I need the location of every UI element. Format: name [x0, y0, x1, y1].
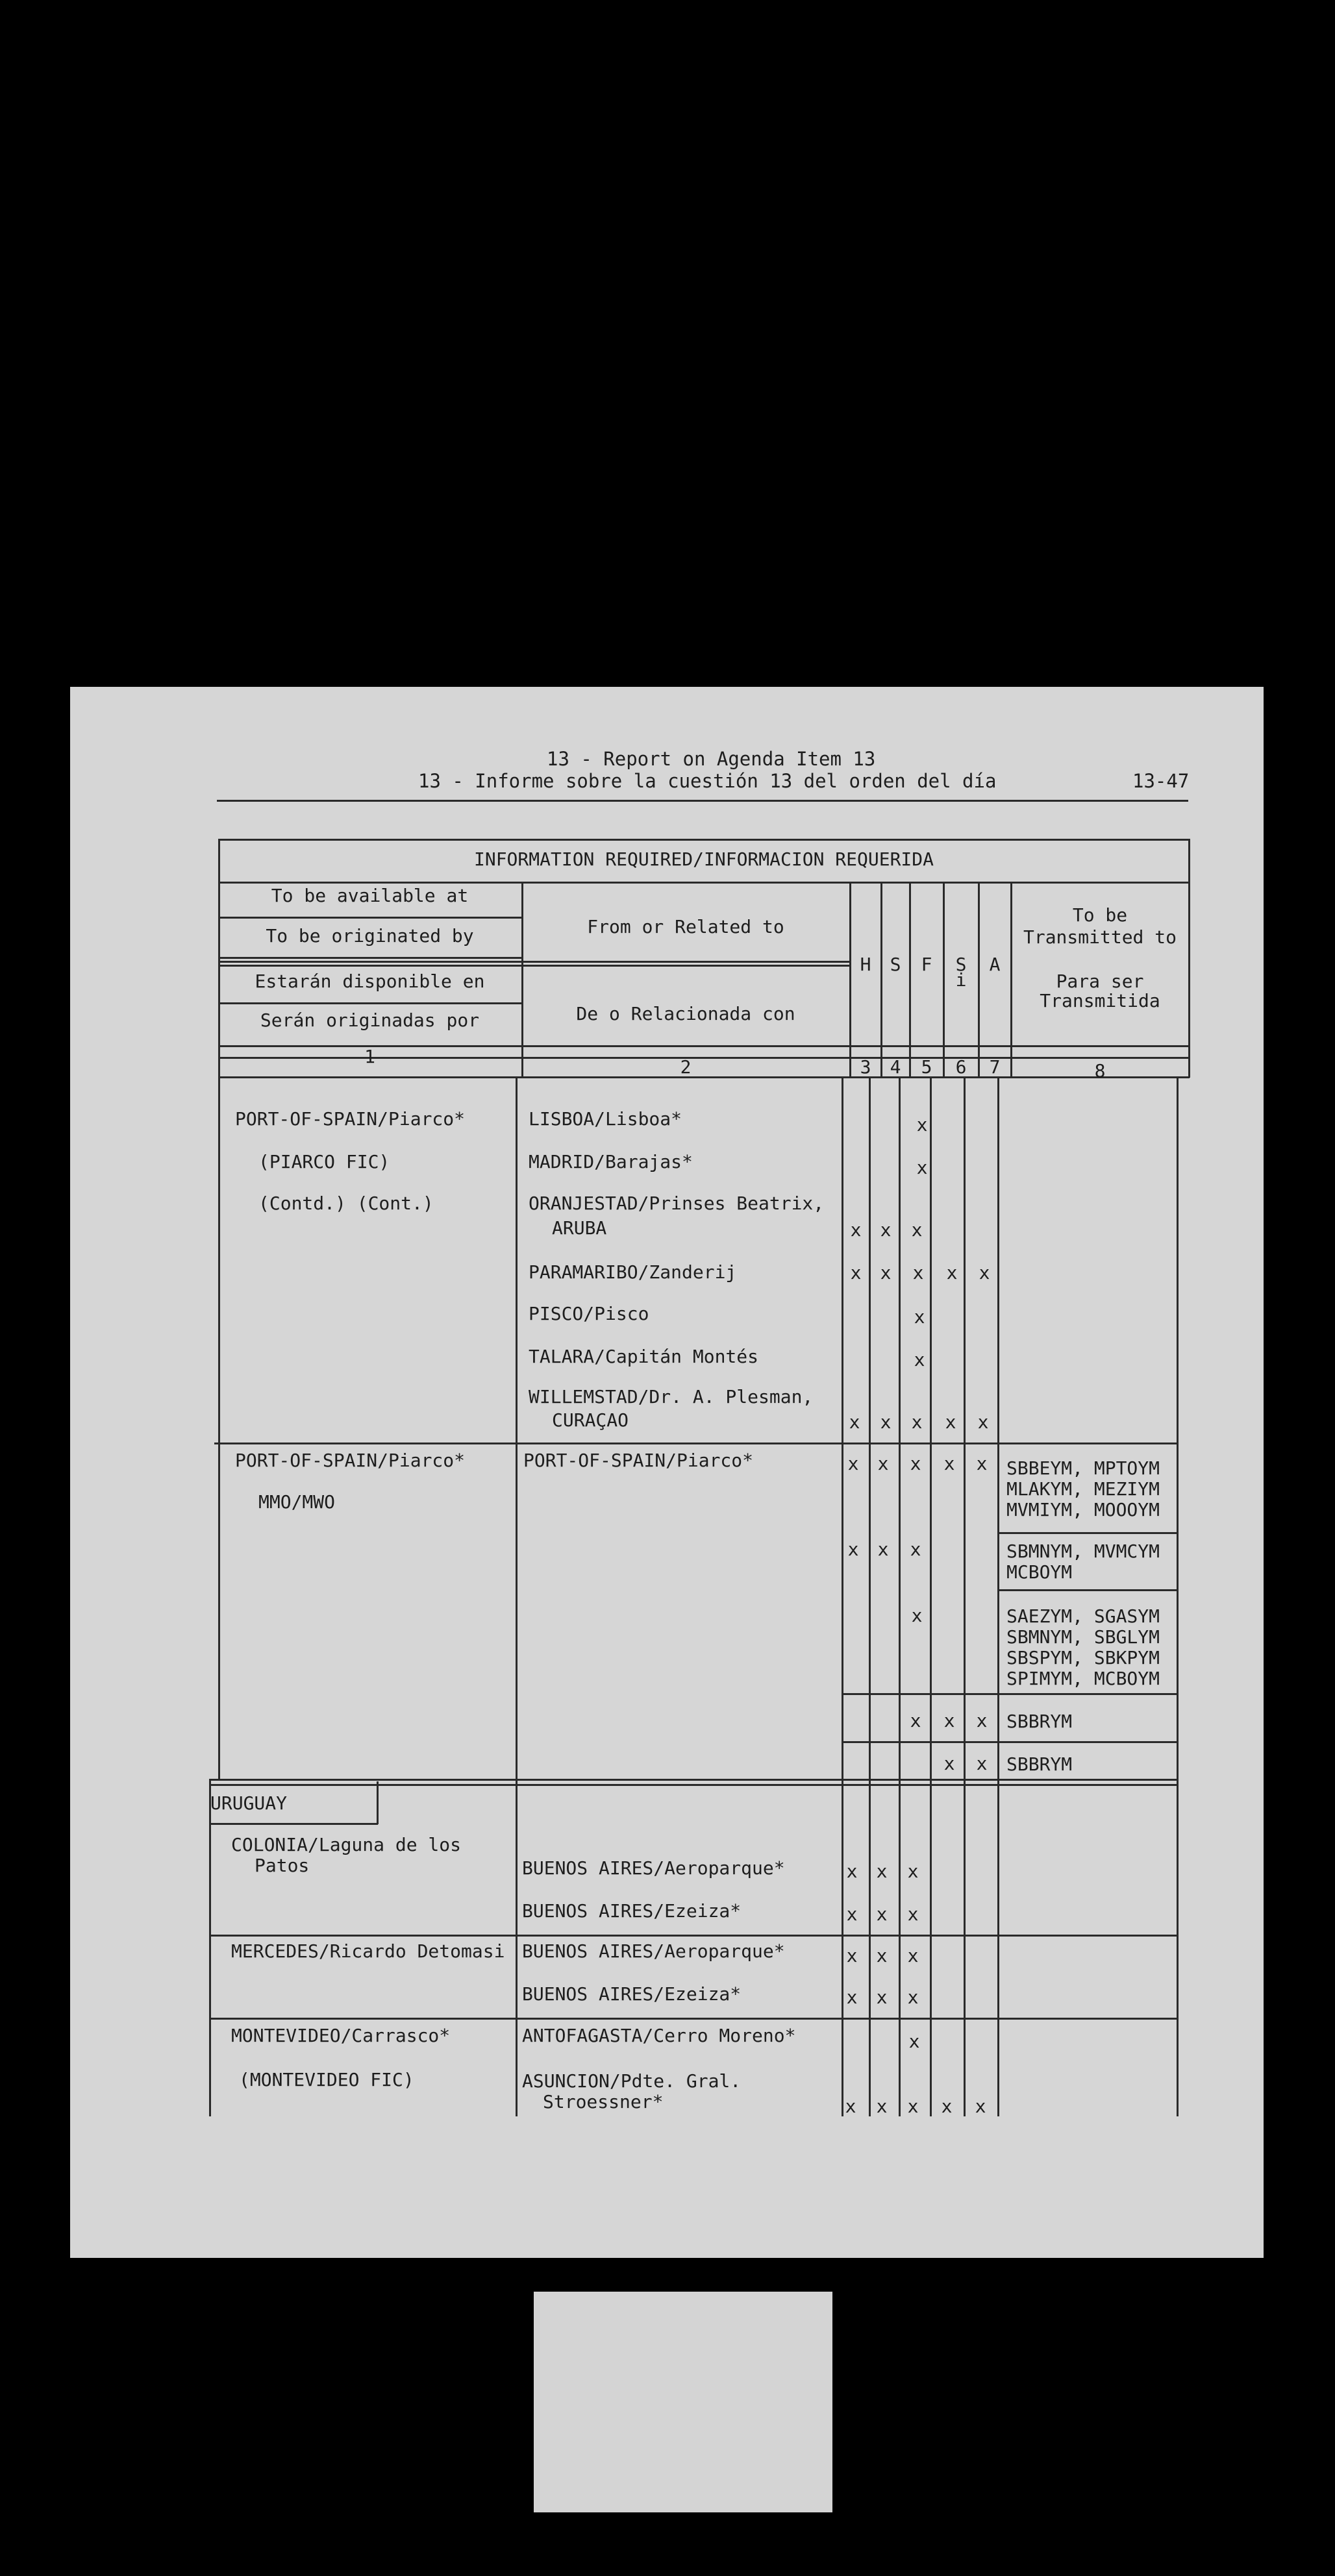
x-mark: x: [846, 1861, 858, 1882]
row-pisco: PISCO/Pisco: [529, 1303, 649, 1324]
col-number-3: 3: [860, 1056, 871, 1078]
x-mark: x: [911, 1219, 923, 1241]
transmit-codes-2-line1: SBMNYM, MVMCYM: [1006, 1541, 1160, 1562]
x-mark: x: [907, 1903, 919, 1925]
row-madrid: MADRID/Barajas*: [529, 1151, 693, 1172]
x-mark: x: [979, 1262, 990, 1283]
transmit-codes-4: SBBRYM: [1006, 1711, 1073, 1732]
x-mark: x: [914, 1349, 925, 1370]
x-mark: x: [910, 1453, 921, 1474]
group-mercedes-name: MERCEDES/Ricardo Detomasi: [231, 1940, 505, 1962]
col-number-1: 1: [364, 1046, 375, 1067]
col-number-6: 6: [955, 1056, 967, 1078]
col-number-7: 7: [989, 1056, 1001, 1078]
group-pos-fic-contd: (Contd.) (Cont.): [258, 1193, 434, 1214]
col-number-8: 8: [1094, 1060, 1106, 1082]
transmit-codes-1-line2: MLAKYM, MEZIYM: [1006, 1478, 1160, 1500]
tab-marker: [534, 2292, 832, 2512]
col2-head-from: From or Related to: [587, 916, 784, 937]
flag-head-a: A: [989, 954, 1001, 975]
header-line-english: 13 - Report on Agenda Item 13: [547, 748, 876, 770]
transmit-codes-3-line2: SBMNYM, SBGLYM: [1006, 1626, 1160, 1648]
x-mark: x: [907, 2096, 919, 2117]
transmit-codes-3-line3: SBSPYM, SBKPYM: [1006, 1647, 1160, 1668]
x-mark: x: [943, 1710, 955, 1731]
col-number-5: 5: [921, 1056, 932, 1078]
page-number: 13-47: [1132, 770, 1190, 792]
x-mark: x: [846, 1903, 858, 1925]
transmit-codes-3-line1: SAEZYM, SGASYM: [1006, 1605, 1160, 1627]
col8-head-transmitted: Transmitted to: [1023, 926, 1177, 948]
transmit-codes-3-line4: SPIMYM, MCBOYM: [1006, 1668, 1160, 1689]
x-mark: x: [908, 2031, 920, 2052]
x-mark: x: [907, 1861, 919, 1882]
x-mark: x: [877, 1539, 889, 1560]
x-mark: x: [907, 1945, 919, 1966]
x-mark: x: [876, 1945, 888, 1966]
x-mark: x: [910, 1710, 921, 1731]
row-mercedes-ba-ezeiza: BUENOS AIRES/Ezeiza*: [522, 1983, 742, 2005]
x-mark: x: [880, 1262, 892, 1283]
group-colonia-name-cont: Patos: [255, 1855, 310, 1876]
transmit-codes-5: SBBRYM: [1006, 1753, 1073, 1775]
x-mark: x: [914, 1306, 925, 1328]
group-colonia-name: COLONIA/Laguna de los: [231, 1834, 462, 1855]
col-number-2: 2: [680, 1056, 692, 1078]
row-willemstad: WILLEMSTAD/Dr. A. Plesman,: [529, 1386, 814, 1407]
transmit-codes-2-line2: MCBOYM: [1006, 1561, 1073, 1583]
x-mark: x: [876, 1987, 888, 2008]
x-mark: x: [876, 1861, 888, 1882]
col8-head-transmitida: Transmitida: [1040, 990, 1160, 1011]
x-mark: x: [976, 1710, 988, 1731]
col8-head-para: Para ser: [1056, 971, 1144, 992]
flag-head-si-sub: i: [955, 969, 967, 991]
x-mark: x: [916, 1157, 928, 1178]
x-mark: x: [849, 1411, 860, 1433]
x-mark: x: [877, 1453, 889, 1474]
row-oranjestad-cont: ARUBA: [552, 1217, 607, 1239]
x-mark: x: [907, 1987, 919, 2008]
x-mark: x: [911, 1411, 923, 1433]
x-mark: x: [977, 1411, 989, 1433]
group-pos-mmo-name: PORT-OF-SPAIN/Piarco*: [235, 1450, 466, 1471]
row-paramaribo: PARAMARIBO/Zanderij: [529, 1261, 737, 1283]
col2-head-de: De o Relacionada con: [576, 1003, 795, 1024]
row-oranjestad: ORANJESTAD/Prinses Beatrix,: [529, 1193, 825, 1214]
x-mark: x: [946, 1262, 958, 1283]
row-colonia-ba-aeroparque: BUENOS AIRES/Aeroparque*: [522, 1857, 785, 1879]
row-talara: TALARA/Capitán Montés: [529, 1346, 759, 1367]
x-mark: x: [943, 1753, 955, 1774]
x-mark: x: [910, 1539, 921, 1560]
x-mark: x: [912, 1262, 924, 1283]
x-mark: x: [847, 1453, 859, 1474]
x-mark: x: [976, 1753, 988, 1774]
flag-head-si: S: [955, 954, 967, 975]
flag-head-h: H: [860, 954, 871, 975]
group-pos-mmo-label: MMO/MWO: [258, 1491, 336, 1513]
flag-head-s: S: [890, 954, 901, 975]
x-mark: x: [846, 1987, 858, 2008]
group-pos-fic-label: (PIARCO FIC): [258, 1151, 390, 1172]
transmit-codes-1-line1: SBBEYM, MPTOYM: [1006, 1457, 1160, 1479]
row-colonia-ba-ezeiza: BUENOS AIRES/Ezeiza*: [522, 1900, 742, 1922]
col1-head-originated: To be originated by: [266, 925, 474, 947]
x-mark: x: [880, 1411, 892, 1433]
x-mark: x: [941, 2096, 953, 2117]
x-mark: x: [847, 1539, 859, 1560]
flag-head-f: F: [921, 954, 932, 975]
table-title: INFORMATION REQUIRED/INFORMACION REQUERIDA: [473, 848, 934, 870]
x-mark: x: [975, 2096, 986, 2117]
x-mark: x: [850, 1219, 862, 1241]
row-asuncion: ASUNCION/Pdte. Gral.: [522, 2070, 742, 2092]
group-montevideo-name: MONTEVIDEO/Carrasco*: [231, 2025, 451, 2046]
col8-head-tobe: To be: [1072, 904, 1128, 926]
row-lisboa: LISBOA/Lisboa*: [529, 1108, 682, 1130]
col1-head-estaran: Estarán disponible en: [255, 971, 485, 992]
row-mercedes-ba-aeroparque: BUENOS AIRES/Aeroparque*: [522, 1940, 785, 1962]
col1-head-seran: Serán originadas por: [260, 1009, 480, 1031]
group-pos-fic-name: PORT-OF-SPAIN/Piarco*: [235, 1108, 466, 1130]
x-mark: x: [850, 1262, 862, 1283]
x-mark: x: [911, 1605, 923, 1626]
row-asuncion-cont: Stroessner*: [543, 2091, 664, 2112]
group-montevideo-label: (MONTEVIDEO FIC): [239, 2069, 414, 2090]
x-mark: x: [976, 1453, 988, 1474]
x-mark: x: [943, 1453, 955, 1474]
row-willemstad-cont: CURAÇAO: [552, 1409, 629, 1431]
col-number-4: 4: [890, 1056, 901, 1078]
x-mark: x: [845, 2096, 856, 2117]
x-mark: x: [846, 1945, 858, 1966]
x-mark: x: [880, 1219, 892, 1241]
header-line-spanish: 13 - Informe sobre la cuestión 13 del orden del día: [418, 770, 997, 792]
x-mark: x: [876, 1903, 888, 1925]
x-mark: x: [876, 2096, 888, 2117]
uruguay-heading: URUGUAY: [210, 1792, 288, 1814]
x-mark: x: [945, 1411, 956, 1433]
col1-head-available: To be available at: [271, 885, 469, 906]
transmit-codes-1-line3: MVMIYM, MOOOYM: [1006, 1499, 1160, 1520]
x-mark: x: [916, 1114, 928, 1135]
row-antofagasta: ANTOFAGASTA/Cerro Moreno*: [522, 2025, 796, 2046]
header-rule: [217, 800, 1188, 802]
row-port-of-spain: PORT-OF-SPAIN/Piarco*: [523, 1450, 754, 1471]
